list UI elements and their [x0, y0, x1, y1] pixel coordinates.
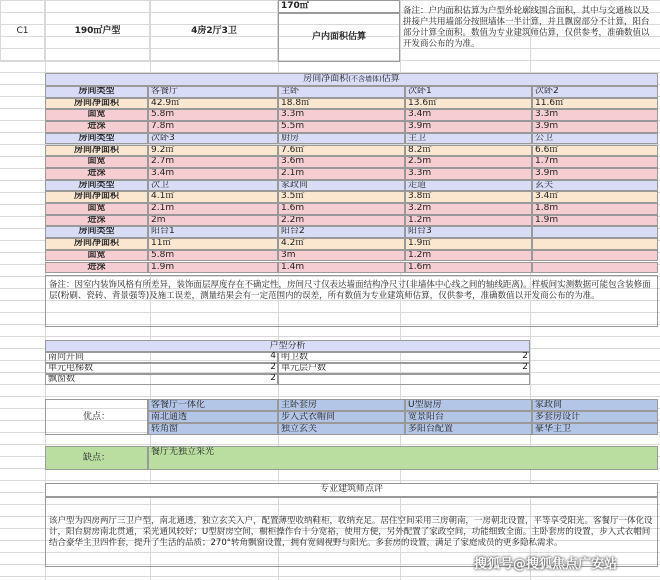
- net-area-cell: [532, 238, 658, 250]
- net-area-cell: 7.6㎡: [278, 145, 405, 157]
- net-area-cell: 1.8m: [532, 203, 658, 215]
- net-area-title-small: (不含墙体): [348, 75, 382, 83]
- net-area-row-label: 进深: [45, 262, 148, 274]
- merit-item: 宽景阳台: [405, 411, 532, 423]
- net-area-cell: 2.7m: [148, 156, 278, 168]
- net-area-cell: 1.6m: [278, 203, 405, 215]
- merit-item: 多阳台配置: [405, 423, 532, 435]
- merit-item: 南北通透: [148, 411, 278, 423]
- analysis-value: 4: [270, 352, 276, 361]
- net-area-cell: 42.9㎡: [148, 98, 278, 110]
- net-area-cell: 1.2m: [405, 250, 532, 262]
- net-area-cell: 2.1m: [278, 168, 405, 180]
- net-area-cell: 3.2m: [405, 203, 532, 215]
- net-area-row-label: 房间净面积: [45, 98, 148, 110]
- net-area-cell: 次卧1: [405, 86, 532, 98]
- analysis-title: 户型分析: [45, 340, 530, 352]
- net-area-cell: 3.6m: [278, 156, 405, 168]
- analysis-value: 2: [270, 374, 276, 383]
- net-area-cell: 主卧: [278, 86, 405, 98]
- net-area-cell: 1.4m: [278, 262, 405, 274]
- review-title: 专业建筑师点评: [45, 483, 658, 497]
- net-area-row-label: 房间类型: [45, 180, 148, 192]
- analysis-label: 单元层户数: [278, 363, 530, 374]
- net-area-cell: 1.2m: [405, 215, 532, 227]
- net-area-row-label: 房间类型: [45, 86, 148, 98]
- merit-item: 主卧套房: [278, 399, 405, 411]
- net-area-cell: 8.2㎡: [405, 145, 532, 157]
- review-text: 该户型为四房两厅三卫户型，南北通透，独立玄关入户，配置薄型收纳鞋柜，收纳充足。居住空间采用三房朝南，一房朝北设置，平等享受阳光。客餐厅一体化设计，阳台厨房南北贯通，采光通风较好；U型厨房空间，橱柜操作台十分宽裕，使用方便，另外配置了家政空间，功能细致全面。主卧套房的设置，步入式衣帽间结合豪华主卫四件套，提升了生活的品质；270°转角飘窗设置，拥有宽阔视野与阳光。多套房的设置，满足了家庭成员的更多隐私需求。: [45, 497, 658, 567]
- net-area-cell: 3.3m: [532, 109, 658, 121]
- merits-label: 优点：: [45, 399, 148, 435]
- net-area-cell: 客餐厅: [148, 86, 278, 98]
- grid-row-line: [0, 480, 660, 481]
- net-area-cell: [532, 262, 658, 274]
- net-area-cell: 2.1m: [148, 203, 278, 215]
- net-area-cell: 玄关: [532, 180, 658, 192]
- analysis-label: 单元电梯数: [45, 363, 278, 374]
- analysis-value: 2: [522, 363, 528, 372]
- area-value: 170㎡: [278, 0, 400, 13]
- unit-type: 190㎡户型: [45, 0, 150, 62]
- net-area-cell: 主卫: [405, 133, 532, 145]
- net-area-cell: 3.9m: [405, 121, 532, 133]
- net-area-cell: 11.6㎡: [532, 98, 658, 110]
- net-area-cell: [532, 250, 658, 262]
- net-area-cell: 1.9m: [148, 262, 278, 274]
- net-area-cell: 3.4m: [148, 168, 278, 180]
- net-area-cell: 3.9m: [532, 121, 658, 133]
- net-area-cell: 6.6㎡: [532, 145, 658, 157]
- net-area-row-label: 进深: [45, 121, 148, 133]
- merit-item: 客餐厅一体化: [148, 399, 278, 411]
- demerits-label: 缺点：: [45, 446, 148, 470]
- net-area-cell: 3.5㎡: [278, 191, 405, 203]
- net-area-cell: 4.2㎡: [278, 238, 405, 250]
- net-area-row-label: 房间类型: [45, 226, 148, 238]
- net-area-cell: 1.6m: [405, 262, 532, 274]
- net-area-cell: 次卫: [148, 180, 278, 192]
- net-area-cell: 1.9m: [532, 215, 658, 227]
- grid-row-line: [0, 576, 660, 577]
- net-area-cell: 3.4㎡: [532, 191, 658, 203]
- net-area-row-label: 面宽: [45, 156, 148, 168]
- net-area-cell: 11㎡: [148, 238, 278, 250]
- net-area-cell: 阳台3: [405, 226, 532, 238]
- net-area-cell: 次卧3: [148, 133, 278, 145]
- net-area-cell: 3.8㎡: [405, 191, 532, 203]
- analysis-label: 明卫数: [278, 352, 530, 363]
- net-area-row-label: 面宽: [45, 109, 148, 121]
- net-area-cell: 1.9㎡: [405, 238, 532, 250]
- merit-item: U型厨房: [405, 399, 532, 411]
- net-area-row-label: 房间净面积: [45, 145, 148, 157]
- analysis-label: 飘窗数: [45, 374, 278, 385]
- net-area-row-label: 面宽: [45, 250, 148, 262]
- net-area-title-suffix: 估算: [381, 74, 400, 84]
- merit-item: 独立玄关: [278, 423, 405, 435]
- watermark: 搜狐号@搜狐焦点广安站: [474, 557, 618, 572]
- net-area-note: 备注：因室内装饰风格有所差异，装饰面层厚度存在不确定性，房间尺寸仅表达墙面结构净尺寸(非墙体中心线之间的轴线距离)。样板间实测数据可能包含装修面层(粉刷、瓷砖、背景强等)及施工误差，测量结果会有一定范围内的误差，所有数值为专业建筑师估算，仅供参考，准确数值以开发商公布的为准。: [45, 275, 658, 327]
- unit-code: C1: [0, 0, 45, 62]
- merit-item: 多套房设计: [532, 411, 658, 423]
- net-area-cell: 5.5m: [278, 121, 405, 133]
- net-area-cell: [532, 226, 658, 238]
- net-area-cell: 1.7m: [532, 156, 658, 168]
- net-area-cell: 2.5m: [405, 156, 532, 168]
- net-area-cell: 13.6㎡: [405, 98, 532, 110]
- net-area-row-label: 房间类型: [45, 133, 148, 145]
- net-area-cell: 阳台1: [148, 226, 278, 238]
- net-area-title-main: 房间净面积: [303, 74, 349, 84]
- demerits-item: 餐厅无独立采光: [148, 446, 658, 470]
- analysis-value: 2: [522, 352, 528, 361]
- analysis-value: [278, 374, 530, 385]
- net-area-cell: 4.1㎡: [148, 191, 278, 203]
- merit-item: 步入式衣帽间: [278, 411, 405, 423]
- net-area-row-label: 进深: [45, 168, 148, 180]
- net-area-cell: 走道: [405, 180, 532, 192]
- analysis-value: 2: [270, 363, 276, 372]
- net-area-cell: 3.3m: [405, 168, 532, 180]
- net-area-cell: 阳台2: [278, 226, 405, 238]
- net-area-cell: 5.8m: [148, 109, 278, 121]
- merit-item: 家政间: [532, 399, 658, 411]
- net-area-title: [45, 73, 658, 86]
- net-area-cell: 厨房: [278, 133, 405, 145]
- net-area-cell: 次卧2: [532, 86, 658, 98]
- grid-row-line: [0, 444, 660, 445]
- area-note: 备注：户内面积估算为户型外轮廓线围合面积，其中与交通核以及拼接户共用墙部分按照墙体一半计算，并且飘窗部分不计算，阳台部分计算全面积。数值为专业建筑师估算，仅供参考，准确数值以开发商公布的为准。: [403, 6, 650, 49]
- net-area-row-label: 面宽: [45, 203, 148, 215]
- net-area-cell: 公卫: [532, 133, 658, 145]
- grid-row-line: [0, 336, 660, 337]
- net-area-row-label: 房间净面积: [45, 238, 148, 250]
- net-area-cell: 5.8m: [148, 250, 278, 262]
- net-area-cell: 2m: [148, 215, 278, 227]
- net-area-cell: 3.3m: [278, 109, 405, 121]
- area-label: 户内面积估算: [278, 13, 400, 62]
- net-area-cell: 18.8㎡: [278, 98, 405, 110]
- merit-item: 转角窗: [148, 423, 278, 435]
- net-area-cell: 3m: [278, 250, 405, 262]
- net-area-cell: 3.9m: [532, 168, 658, 180]
- net-area-cell: 7.8m: [148, 121, 278, 133]
- net-area-cell: 家政间: [278, 180, 405, 192]
- net-area-row-label: 房间净面积: [45, 191, 148, 203]
- net-area-cell: 2.2m: [278, 215, 405, 227]
- merit-item: 豪华主卫: [532, 423, 658, 435]
- unit-layout: 4房2厅3卫: [150, 0, 278, 62]
- grid-row-line: [0, 396, 660, 397]
- net-area-cell: 9.2㎡: [148, 145, 278, 157]
- net-area-row-label: 进深: [45, 215, 148, 227]
- net-area-cell: 3.4m: [405, 109, 532, 121]
- analysis-label: 南向开间: [45, 352, 278, 363]
